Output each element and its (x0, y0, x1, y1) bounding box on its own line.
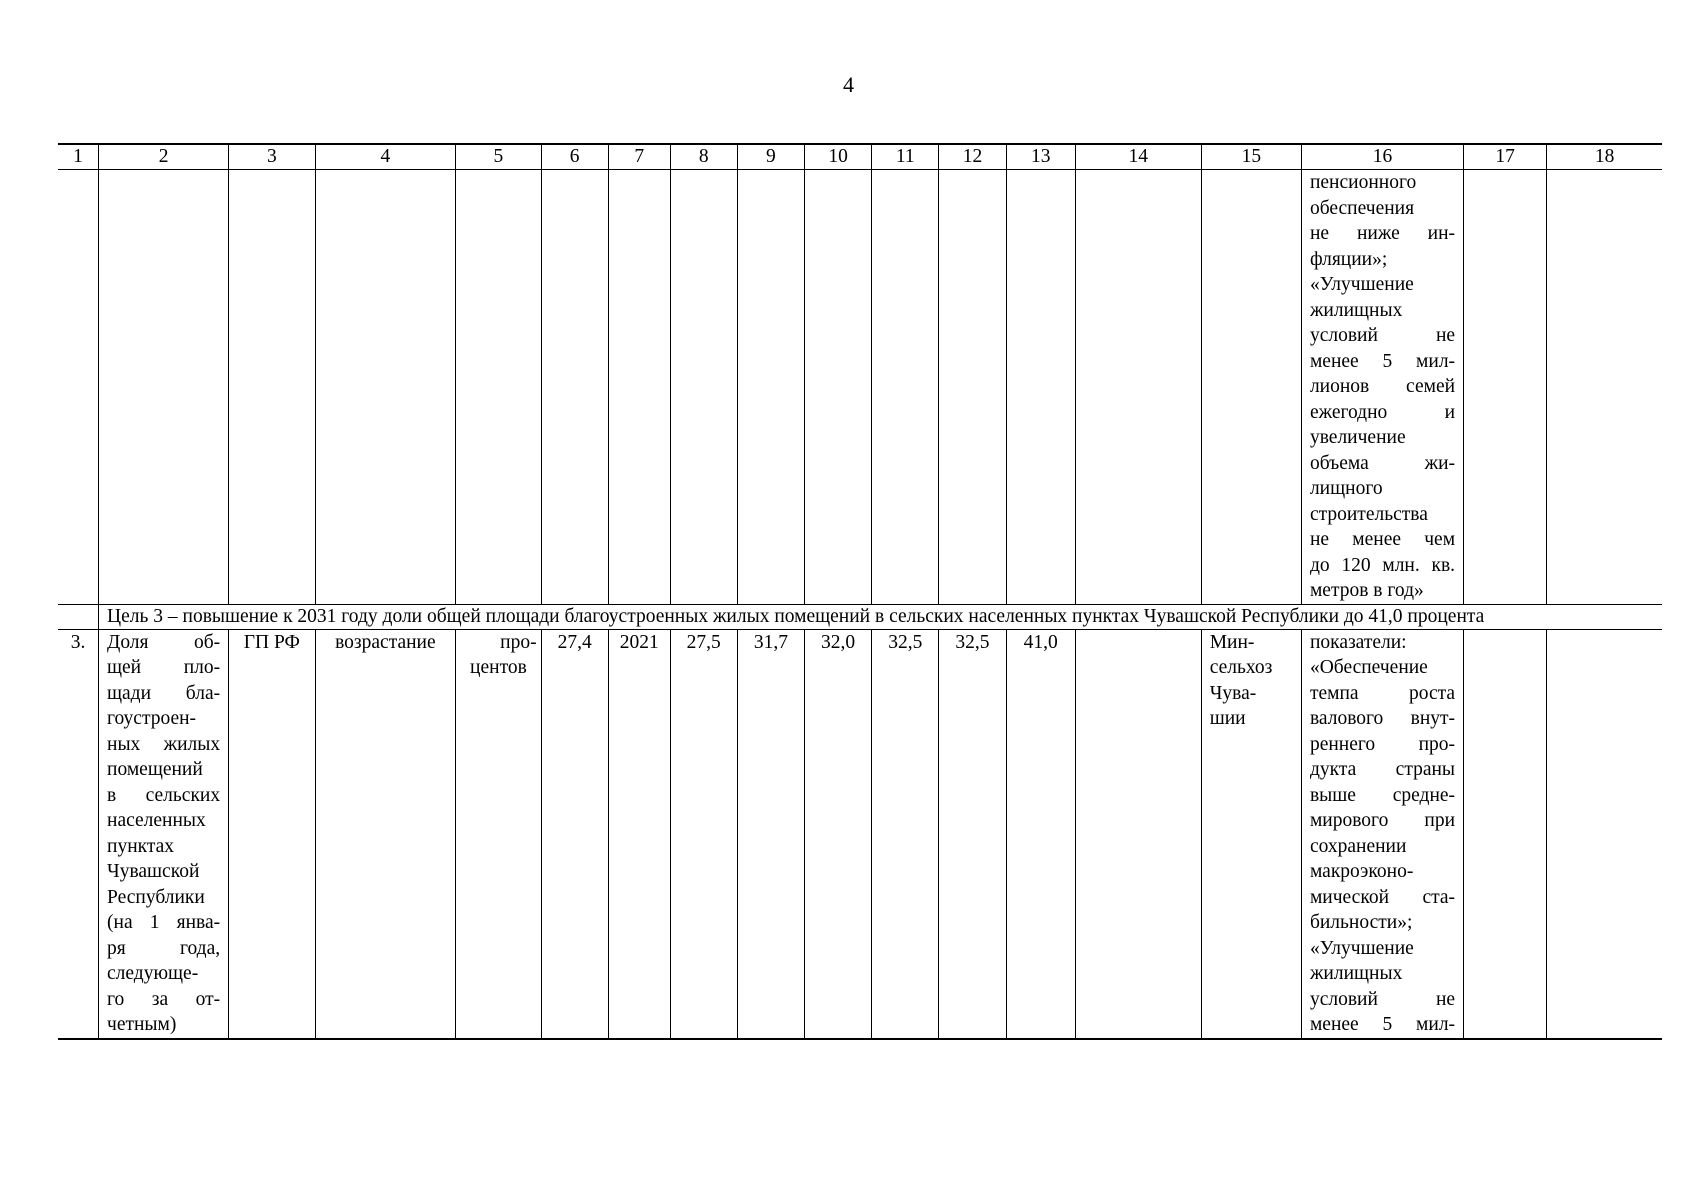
header-cell: 16 (1301, 144, 1463, 170)
text-line: жилищных (1309, 299, 1403, 321)
header-cell: 18 (1547, 144, 1662, 170)
value-cell: 27,5 (670, 629, 737, 1039)
text-line: строительства (1309, 503, 1428, 525)
text-line: валового внут- (1309, 708, 1456, 729)
text-line: пенсионного (1309, 172, 1417, 193)
text-line: (на 1 янва- (107, 912, 221, 933)
value-cell: 32,5 (939, 629, 1006, 1039)
text-line: гоустроен- (107, 708, 197, 729)
header-cell: 9 (737, 144, 804, 170)
text-line: мирового при (1309, 810, 1456, 831)
page-number: 4 (843, 72, 854, 97)
header-cell: 2 (99, 144, 229, 170)
national-goals-cell (1301, 170, 1463, 605)
text-line: четным) (107, 1014, 177, 1035)
header-cell: 11 (872, 144, 939, 170)
text-line: щей пло- (107, 657, 221, 678)
header-cell: 10 (804, 144, 871, 170)
text-line: ря года, (107, 937, 221, 959)
header-cell: 3 (229, 144, 315, 170)
text-line: «Улучшение (1309, 274, 1414, 295)
base-year-cell: 2021 (608, 629, 670, 1039)
header-cell: 17 (1464, 144, 1547, 170)
column-numbers-row (58, 144, 1662, 170)
text-line: мической ста- (1309, 886, 1456, 908)
text-line: в сельских (107, 784, 221, 806)
goal-text: Цель 3 – повышение к 2031 году доли общей площади благоустроенных жилых помещений в сельских населенных пунктах Чувашской Республики до 41,0 процента (99, 604, 1662, 629)
indicators-table (58, 143, 1662, 1040)
trend-cell: возрастание (315, 629, 456, 1039)
text-line: менее 5 мил- (1309, 1014, 1456, 1035)
text-line: до 120 млн. кв. (1309, 554, 1456, 576)
text-line: «Обеспечение (1309, 657, 1428, 678)
header-cell: 13 (1006, 144, 1075, 170)
text-line: следующе- (107, 963, 199, 984)
text-line: населенных (107, 810, 206, 831)
text-line: макроэконо- (1309, 861, 1414, 882)
text-line: не менее чем (1309, 529, 1456, 550)
value-cell: 31,7 (737, 629, 804, 1039)
text-line: условий не (1309, 988, 1456, 1010)
text-line: фляции»; (1309, 248, 1388, 270)
value-cell: 32,5 (872, 629, 939, 1039)
header-cell: 1 (58, 144, 99, 170)
text-line: условий не (1309, 325, 1456, 346)
program-level-cell: ГП РФ (229, 629, 315, 1039)
text-line: го за от- (107, 988, 221, 1010)
text-line: шии (1209, 708, 1246, 729)
text-line: выше средне- (1309, 784, 1456, 806)
header-cell: 7 (608, 144, 670, 170)
text-line: темпа роста (1309, 682, 1456, 704)
text-line: про- (500, 631, 537, 653)
text-line: увеличение (1309, 427, 1406, 448)
header-cell: 8 (670, 144, 737, 170)
text-line: объема жи- (1309, 452, 1456, 474)
text-line: центов (470, 657, 527, 678)
text-line: Мин- (1209, 631, 1255, 653)
header-cell: 6 (541, 144, 608, 170)
text-line: обеспечения (1309, 197, 1415, 219)
text-line: помещений (107, 759, 203, 780)
header-cell: 5 (456, 144, 541, 170)
unit-cell (456, 629, 541, 1039)
text-line: дукта страны (1309, 759, 1456, 780)
text-line: «Улучшение (1309, 937, 1414, 959)
text-line: метров в год» (1309, 580, 1424, 601)
text-line: показатели: (1309, 631, 1407, 653)
value-cell: 41,0 (1006, 629, 1075, 1039)
text-line: ежегодно и (1309, 401, 1456, 423)
text-line: Доля об- (107, 631, 221, 653)
header-cell: 4 (315, 144, 456, 170)
header-cell: 15 (1201, 144, 1301, 170)
indicator-name-cell (99, 629, 229, 1039)
text-line: Чува- (1209, 682, 1257, 704)
header-cell: 12 (939, 144, 1006, 170)
text-line: не ниже ин- (1309, 223, 1456, 244)
header-cell: 14 (1075, 144, 1201, 170)
text-line: лионов семей (1309, 376, 1456, 397)
text-line: сохранении (1309, 835, 1407, 857)
national-goals-cell (1301, 629, 1463, 1039)
text-line: Чувашской (107, 861, 200, 882)
row-number: 3. (58, 629, 99, 1039)
responsible-cell (1201, 629, 1301, 1039)
text-line: бильности»; (1309, 912, 1413, 933)
text-line: пунктах (107, 835, 175, 857)
table-row (58, 170, 1662, 605)
text-line: щади бла- (107, 682, 221, 704)
text-line: жилищных (1309, 963, 1403, 984)
text-line: менее 5 мил- (1309, 350, 1456, 372)
text-line: сельхоз (1209, 657, 1273, 678)
base-value-cell: 27,4 (541, 629, 608, 1039)
goal-row (58, 604, 1662, 629)
table-row (58, 629, 1662, 1039)
text-line: Республики (107, 886, 205, 908)
text-line: лищного (1309, 478, 1383, 499)
value-cell: 32,0 (804, 629, 871, 1039)
text-line: ных жилых (107, 733, 221, 755)
text-line: реннего про- (1309, 733, 1456, 755)
